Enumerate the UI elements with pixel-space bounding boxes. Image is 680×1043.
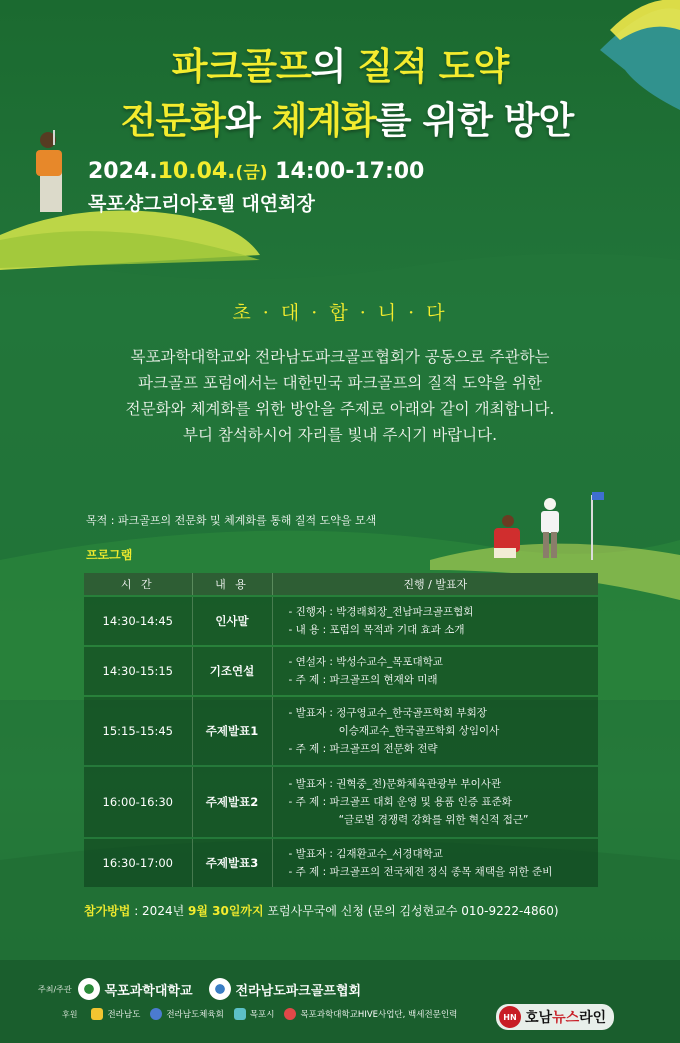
- table-row: [84, 697, 598, 765]
- watermark-text: [525, 1007, 606, 1027]
- jeonnam-logo-icon: [91, 1008, 103, 1020]
- date-weekday: (금): [235, 163, 268, 183]
- row-type: 기조연설: [192, 647, 272, 695]
- event-time: 14:00-17:00: [267, 159, 425, 184]
- host-tag: 주최/주관: [38, 984, 72, 994]
- mokpo-city-logo-icon: [234, 1008, 246, 1020]
- apply-label: 참가방법: [84, 904, 131, 918]
- title-part: 와: [224, 99, 272, 142]
- table-row: [84, 767, 598, 837]
- program-label: 프로그램: [86, 548, 133, 562]
- event-date: [88, 158, 424, 184]
- purpose-text: 목적 : 파크골프의 전문화 및 체계화를 통해 질적 도약을 모색: [86, 514, 377, 527]
- detail-line: - 내 용 : 포럼의 목적과 기대 효과 소개: [288, 624, 465, 636]
- invitation-line: 목포과학대학교와 전라남도파크골프협회가 공동으로 주관하는: [130, 348, 550, 366]
- row-detail: [272, 647, 598, 695]
- apply-sep: : 2024년: [130, 904, 188, 918]
- wm-part: 호남: [525, 1010, 553, 1026]
- wm-part: 뉴스: [552, 1010, 580, 1026]
- schedule-header-row: [84, 573, 598, 595]
- honam-news-logo-icon: HN: [499, 1006, 521, 1028]
- table-row: [84, 597, 598, 645]
- row-type: 주제발표2: [192, 767, 272, 837]
- sports-council-logo-icon: [150, 1008, 162, 1020]
- event-venue: 목포샹그리아호텔 대연회장: [88, 193, 315, 215]
- detail-line: - 주 제 : 파크골프의 전문화 전략: [288, 743, 438, 755]
- sponsor: [91, 1008, 140, 1020]
- title-line-1: [0, 45, 680, 88]
- invitation-line: 전문화와 체계화를 위한 방안을 주제로 아래와 같이 개최합니다.: [125, 400, 555, 418]
- row-time: 16:00-16:30: [84, 767, 192, 837]
- row-type: 주제발표3: [192, 839, 272, 887]
- row-detail: [272, 697, 598, 765]
- row-type: 인사말: [192, 597, 272, 645]
- apply-info: [84, 902, 559, 919]
- title-part: 파크골프: [171, 45, 311, 88]
- row-detail: [272, 767, 598, 837]
- golfer-illustration-top: [36, 130, 62, 212]
- schedule-table: [84, 573, 598, 887]
- footer: [0, 960, 680, 1043]
- title-part: 의: [310, 45, 358, 88]
- detail-line: - 주 제 : 파크골프의 현재와 미래: [288, 674, 438, 686]
- park-golf-association-logo-icon: [209, 978, 231, 1000]
- invitation-body: [40, 344, 640, 448]
- host-name: 목포과학대학교: [104, 983, 193, 999]
- host-name: 전라남도파크골프협회: [235, 983, 362, 999]
- header-time: 시 간: [84, 573, 192, 595]
- sponsor-name: 전라남도체육회: [166, 1010, 224, 1020]
- row-detail: [272, 839, 598, 887]
- apply-deadline: 9월 30일까지: [188, 904, 264, 918]
- news-watermark: [496, 1004, 614, 1030]
- invitation-line: 부디 참석하시어 자리를 빛내 주시기 바랍니다.: [182, 426, 498, 444]
- date-month-day: 10.04.: [157, 159, 236, 184]
- header-content: 내 용: [192, 573, 272, 595]
- sponsor: [150, 1008, 223, 1020]
- sponsor-row: [62, 1008, 467, 1020]
- detail-line: - 발표자 : 정구영교수_한국골프학회 부회장: [288, 707, 487, 719]
- sponsor: [284, 1008, 457, 1020]
- table-row: [84, 839, 598, 887]
- invitation-heading: 초 · 대 · 합 · 니 · 다: [232, 302, 448, 324]
- title-part: 질적 도약: [357, 45, 509, 88]
- detail-line: - 발표자 : 권혁중_전)문화체육관광부 부이사관: [288, 778, 502, 790]
- row-type: 주제발표1: [192, 697, 272, 765]
- title-part: 를 위한 방안: [375, 99, 574, 142]
- detail-line: - 주 제 : 파크골프의 전국체전 정식 종목 채택을 위한 준비: [288, 866, 553, 878]
- host-row: [38, 978, 377, 1000]
- detail-line: - 진행자 : 박경래회장_전남파크골프협회: [288, 606, 474, 618]
- row-time: 15:15-15:45: [84, 697, 192, 765]
- apply-rest: 포럼사무국에 신청 (문의 김성현교수 010-9222-4860): [263, 904, 559, 918]
- sponsor-name: 목포과학대학교HIVE사업단, 백세전문인력: [300, 1010, 458, 1020]
- detail-line: “글로벌 경쟁력 강화를 위한 혁신적 접근”: [288, 814, 529, 826]
- sponsor-name: 목포시: [249, 1010, 275, 1020]
- row-detail: [272, 597, 598, 645]
- sponsor-name: 전라남도: [107, 1010, 141, 1020]
- row-time: 16:30-17:00: [84, 839, 192, 887]
- detail-line: - 발표자 : 김재환교수_서경대학교: [288, 848, 443, 860]
- sponsor-tag: 후원: [62, 1009, 78, 1019]
- sponsor: [234, 1008, 275, 1020]
- date-year: 2024.: [88, 159, 158, 184]
- wm-part: 라인: [579, 1010, 607, 1026]
- invitation-line: 파크골프 포럼에서는 대한민국 파크골프의 질적 도약을 위한: [138, 374, 542, 392]
- table-row: [84, 647, 598, 695]
- detail-line: 이승재교수_한국골프학회 상임이사: [288, 725, 500, 737]
- mokpo-science-univ-logo-icon: [78, 978, 100, 1000]
- row-time: 14:30-14:45: [84, 597, 192, 645]
- detail-line: - 연설자 : 박성수교수_목포대학교: [288, 656, 443, 668]
- detail-line: - 주 제 : 파크골프 대회 운영 및 용품 인증 표준화: [288, 796, 512, 808]
- title-part: 전문화: [120, 99, 225, 142]
- title-line-2: [0, 99, 680, 142]
- row-time: 14:30-15:15: [84, 647, 192, 695]
- hive-logo-icon: [284, 1008, 296, 1020]
- title-part: 체계화: [271, 99, 376, 142]
- header-presenter: 진행 / 발표자: [272, 573, 598, 595]
